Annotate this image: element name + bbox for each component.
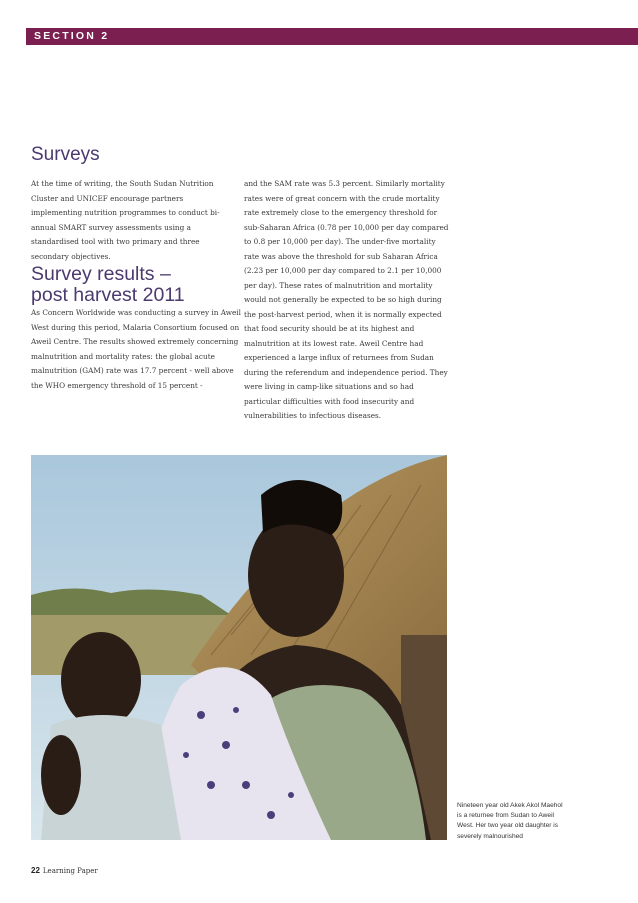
section-label: SECTION 2: [34, 30, 110, 42]
publication-title: Learning Paper: [42, 867, 98, 875]
results-paragraph: As Concern Worldwide was conducting a survey in Aweil West during this period, Malaria Consortium focused on Aweil Centre. The results showed extremely concerning malnutrition and mortality rates: the global acute malnutrition (GAM) rate was 17.7 percent - well above the WHO emergency threshold of 15 percent -: [31, 308, 241, 390]
photo-caption: Nineteen year old Akek Akol Maehol is a returnee from Sudan to Aweil West. Her two year old daughter is severely malnourished: [457, 802, 563, 840]
surveys-heading: Surveys: [31, 144, 100, 165]
survey-results-heading-line2: post harvest 2011: [31, 284, 185, 306]
photo-mother-and-child: [31, 455, 447, 840]
page-footer: [31, 866, 98, 875]
results-continued-paragraph: and the SAM rate was 5.3 percent. Similarly mortality rates were of great concern with the crude mortality rate extremely close to the emergency threshold for sub-Saharan Africa (0.78 per 10,000 per day compared to 0.8 per 10,000 per day). The under-five mortality rate was above the threshold for sub Saharan Africa (2.23 per 10,000 per day compared to 2.1 per 10,000 per day). These rates of malnutrition and mortality would not generally be expected to be so high during the post-harvest period, when it is normally expected that food security should be at its highest and malnutrition at its lowest rate. Aweil Centre had experienced a large influx of returnees from Sudan during the referendum and independence period. They were living in camp-like situations and so had particular difficulties with food insecurity and vulnerabilities to infectious diseases.: [244, 179, 449, 420]
survey-results-heading-line1: Survey results –: [31, 263, 171, 285]
intro-paragraph: At the time of writing, the South Sudan Nutrition Cluster and UNICEF encourage partners implementing nutrition programmes to conduct bi-annual SMART survey assessments using a standardised tool with two primary and three secondary objectives.: [31, 179, 220, 261]
survey-results-heading: [31, 264, 241, 306]
page-number: 22: [31, 866, 40, 875]
section-header-bar: [26, 28, 638, 45]
